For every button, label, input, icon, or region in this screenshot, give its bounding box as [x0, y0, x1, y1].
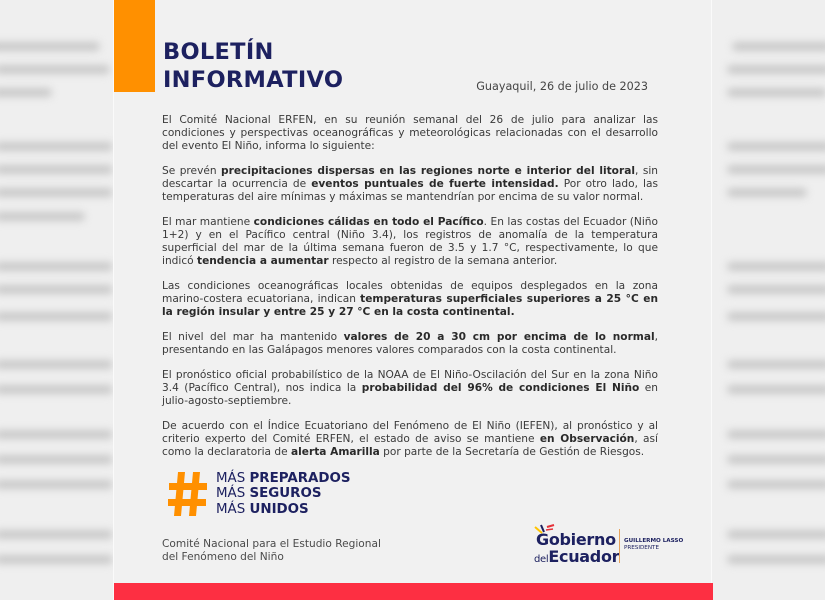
- emphasized-text: probabilidad del 96% de condiciones El Niño: [361, 382, 640, 394]
- bulletin-paragraph: [162, 280, 658, 319]
- emphasized-text: condiciones cálidas en todo el Pacífico: [253, 216, 484, 228]
- paragraph-text: Las condiciones oceanográficas locales obtenidas de equipos desplegados en la zona marino-costera ecuatoriana, indican: [162, 280, 658, 305]
- orange-accent-bar: [114, 0, 155, 92]
- paragraph-text: Por otro lado, las temperaturas del aire mínimas y máximas se mantendrían por encima de su valor normal.: [162, 178, 658, 203]
- emphasized-text: alerta Amarilla: [291, 446, 380, 458]
- gov-logo-line-1: Gobierno: [536, 530, 616, 549]
- government-logo: [532, 526, 692, 566]
- paragraph-text: , así como la declaratoria de: [162, 433, 658, 458]
- bulletin-title: [163, 38, 343, 94]
- title-line-2: INFORMATIVO: [163, 67, 344, 93]
- org-line-2: del Fenómeno del Niño: [162, 550, 284, 563]
- paragraph-text: El pronóstico oficial probabilístico de la NOAA de El Niño-Oscilación del Sur en la zona Niño 3.4 (Pacífico Central), nos indica la: [162, 369, 658, 394]
- emphasized-text: eventos puntuales de fuerte intensidad.: [311, 178, 559, 190]
- bulletin-paragraph: [162, 216, 658, 268]
- slogan-text: [216, 471, 351, 518]
- slogan-line-2: MÁS SEGUROS: [216, 486, 322, 502]
- emphasized-text: en Observación: [539, 433, 635, 445]
- bulletin-paragraph: [162, 369, 658, 408]
- bulletin-date: Guayaquil, 26 de julio de 2023: [476, 80, 648, 93]
- paragraph-text: El nivel del mar ha mantenido: [162, 331, 344, 343]
- bulletin-card: [113, 0, 712, 600]
- blurred-background-right: [712, 0, 825, 600]
- slogan-block: [168, 470, 351, 518]
- slogan-line-3: MÁS UNIDOS: [216, 501, 309, 517]
- bulletin-paragraph: [162, 165, 658, 204]
- title-line-1: BOLETÍN: [163, 39, 274, 65]
- logo-divider: [619, 529, 620, 563]
- red-footer-strip: [114, 583, 713, 600]
- bulletin-paragraph: [162, 420, 658, 459]
- emphasized-text: precipitaciones dispersas en las regiones norte e interior del litoral: [221, 165, 635, 177]
- bulletin-paragraph: [162, 331, 658, 357]
- paragraph-text: respecto al registro de la semana anterior.: [328, 255, 558, 267]
- gov-logo-line-2: delEcuador: [534, 547, 620, 566]
- paragraph-text: Se prevén: [162, 165, 222, 177]
- paragraph-text: por parte de la Secretaría de Gestión de Riesgos.: [379, 446, 645, 458]
- paragraph-text: De acuerdo con el Índice Ecuatoriano del Fenómeno de El Niño (IEFEN), al pronóstico y al criterio experto del Comité ERFEN, el estado de aviso se mantiene: [162, 420, 658, 445]
- emphasized-text: temperaturas superficiales superiores a 25 °C en la región insular y entre 25 y 27 °C en la costa continental.: [162, 293, 658, 318]
- org-line-1: Comité Nacional para el Estudio Regional: [162, 538, 381, 550]
- paragraph-text: en julio-agosto-septiembre.: [162, 382, 659, 407]
- emphasized-text: valores de 20 a 30 cm por encima de lo normal: [343, 331, 655, 343]
- blurred-background-left: [0, 0, 113, 600]
- president-title: PRESIDENTE: [624, 544, 659, 551]
- organization-name: [162, 538, 381, 563]
- paragraph-text: , presentando en las Galápagos menores valores comparados con la costa continental.: [162, 331, 659, 356]
- paragraph-text: El Comité Nacional ERFEN, en su reunión semanal del 26 de julio para analizar las condiciones y perspectivas oceanográficas y meteorológicas relacionadas con el desarrollo del evento El Niño, informa lo siguiente:: [162, 114, 658, 152]
- bulletin-paragraph: [162, 114, 658, 153]
- president-credit: [624, 538, 683, 551]
- slogan-line-1: MÁS PREPARADOS: [216, 470, 351, 486]
- bulletin-body: [162, 114, 658, 471]
- paragraph-text: El mar mantiene: [162, 216, 254, 228]
- emphasized-text: tendencia a aumentar: [197, 255, 329, 267]
- paragraph-text: . En las costas del Ecuador (Niño 1+2) y en el Pacífico central (Niño 3.4), los registros de anomalía de la temperatura superficial del mar de la última semana fueron de 3.5 y 1.7 °C, respectivamente, lo que indicó: [162, 216, 659, 267]
- president-name: GUILLERMO LASSO: [624, 538, 684, 544]
- paragraph-text: , sin descartar la ocurrencia de: [162, 165, 658, 190]
- hashtag-icon: [168, 470, 208, 518]
